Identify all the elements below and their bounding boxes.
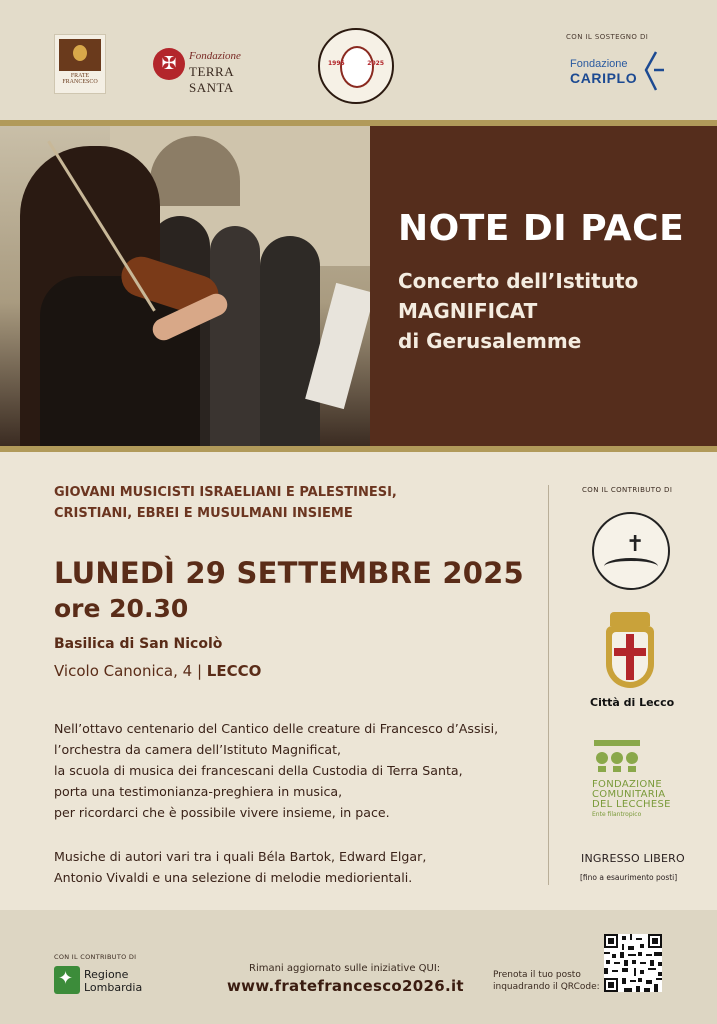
event-subtitle [398, 266, 698, 356]
prenota-line2: inquadrando il QRCode: [493, 982, 600, 992]
frate-francesco-logo-text: FRATE FRANCESCO [62, 73, 98, 85]
music-line: Antonio Vivaldi e una selezione di melodie mediorientali. [54, 870, 413, 885]
fondazione-terra-santa-logo [153, 44, 271, 95]
rimani-aggiornato: Rimani aggiornato sulle iniziative QUI: [249, 963, 441, 974]
sidebar-contributo-label: CON IL CONTRIBUTO DI [582, 486, 673, 494]
gold-divider-middle [0, 446, 717, 452]
subtitle-line2: MAGNIFICAT [398, 299, 538, 323]
cross-icon: ✝ [626, 532, 645, 557]
address-street: Vicolo Canonica, 4 | [54, 662, 203, 680]
fcl-ente-filantropico: Ente filantropico [592, 811, 642, 818]
regione-line1: Regione [84, 968, 129, 981]
fondazione-comunitaria-name [592, 780, 671, 810]
subtitle-line1: Concerto dell’Istituto [398, 269, 639, 293]
esaurimento-posti: [fino a esaurimento posti] [580, 873, 678, 882]
fcl-line1: FONDAZIONE [592, 779, 662, 790]
fcl-line2: COMUNITARIA [592, 789, 666, 800]
music-line: Musiche di autori vari tra i quali Béla Bartok, Edward Elgar, [54, 849, 427, 864]
terra-santa-line2: TERRA SANTA [189, 64, 234, 95]
icon-painting-icon [59, 39, 101, 71]
citta-di-lecco-label: Città di Lecco [590, 696, 675, 709]
event-title: NOTE DI PACE [398, 208, 685, 249]
terra-santa-line1: Fondazione [189, 50, 241, 62]
music-paragraph [54, 846, 534, 888]
cariplo-line1: Fondazione [570, 58, 628, 70]
sostegno-label: CON IL SOSTEGNO DI [566, 33, 649, 41]
magnificat-year-start: 1995 [328, 60, 345, 67]
description-line: la scuola di musica dei francescani della Custodia di Terra Santa, [54, 763, 463, 778]
regione-lombardia-icon [54, 966, 80, 994]
qr-code-icon[interactable] [604, 934, 662, 992]
description-line: Nell’ottavo centenario del Cantico delle creature di Francesco d’Assisi, [54, 721, 499, 736]
ingresso-libero: INGRESSO LIBERO [581, 852, 685, 865]
event-venue: Basilica di San Nicolò [54, 636, 223, 652]
prenota-line1: Prenota il tuo posto [493, 970, 581, 980]
event-tagline [54, 482, 494, 524]
event-date: LUNEDÌ 29 SETTEMBRE 2025 [54, 556, 524, 590]
footer-contributo-label: CON IL CONTRIBUTO DI [54, 953, 137, 961]
description-line: per ricordarci che è possibile vivere insieme, in pace. [54, 805, 390, 820]
jerusalem-cross-icon: ✠ [153, 48, 185, 80]
website-link[interactable]: www.fratefrancesco2026.it [227, 977, 464, 995]
orchestra-photo [0, 126, 370, 446]
event-time: ore 20.30 [54, 594, 189, 623]
subtitle-line3: di Gerusalemme [398, 329, 582, 353]
tagline-line2: CRISTIANI, EBREI E MUSULMANI INSIEME [54, 506, 353, 521]
lute-icon [340, 46, 374, 88]
frate-francesco-logo [54, 34, 106, 94]
address-city: LECCO [206, 662, 262, 680]
event-address [54, 662, 261, 680]
description-line: porta una testimonianza-preghiera in musica, [54, 784, 343, 799]
cariplo-mark-icon [642, 50, 666, 92]
fcl-line3: DEL LECCHESE [592, 799, 671, 810]
comunita-pastorale-logo [592, 512, 670, 590]
cariplo-line2: CARIPLO [570, 70, 638, 86]
tagline-line1: GIOVANI MUSICISTI ISRAELIANI E PALESTINESI, [54, 485, 397, 500]
description-line: l’orchestra da camera dell’Istituto Magnificat, [54, 742, 342, 757]
fondazione-comunitaria-logo-icon [592, 738, 642, 774]
magnificat-year-end: 2025 [367, 60, 384, 67]
sidebar-divider [548, 485, 549, 885]
crown-icon [610, 612, 650, 626]
citta-di-lecco-crest [602, 612, 658, 690]
regione-line2: Lombardia [84, 981, 143, 994]
magnificat-institute-logo [318, 28, 394, 104]
description-paragraph [54, 718, 534, 823]
wave-icon [604, 558, 658, 575]
